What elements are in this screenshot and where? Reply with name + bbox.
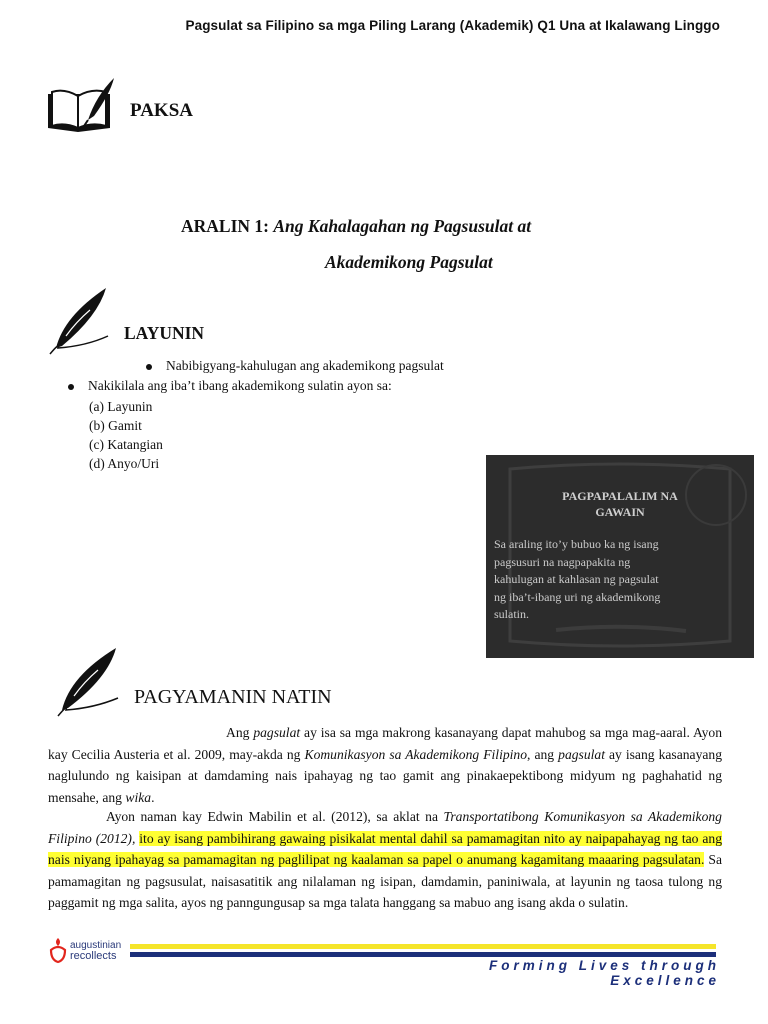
subitem: (a) Layunin [89, 399, 153, 414]
objective-text: Nabibigyang-kahulugan ang akademikong pagsulat [166, 358, 444, 373]
aralin-title-line2 [325, 252, 493, 273]
objective-item [146, 358, 444, 374]
layunin-heading: LAYUNIN [124, 323, 205, 343]
activity-text-line: pagsusuri na nagpapakita ng [494, 554, 631, 569]
text: Sa pamamagitan ng pagsusulat, naisasatitik ang nilalaman ng isipan, damdamin, paniniwala, at layunin ng taosa tulong ng paggamit ng mga salita, ayos ng panngungusap sa mga talata hanggang sa mabuo ang isang akda o sulatin. [48, 852, 722, 910]
text: . [151, 789, 155, 805]
paragraph-1 [48, 722, 722, 808]
text: Ang [226, 725, 254, 740]
activity-title [520, 488, 720, 520]
activity-text [494, 536, 704, 624]
activity-text-line: sulatin. [494, 607, 529, 621]
subitem: (d) Anyo/Uri [89, 456, 160, 471]
quill-icon [52, 646, 122, 718]
text: ay isa sa mga makrong kasanayang dapat mahubog sa mga mag-aaral. Ayon kay Cecilia Austeria et al. 2009, may-akda ng [48, 725, 722, 762]
footer-motto: Forming Lives through Excellence [489, 958, 720, 988]
text: , ang [527, 746, 559, 762]
logo-text [70, 940, 121, 962]
bullet-icon [146, 364, 152, 370]
activity-text-line: ng iba’t-ibang uri ng akademikong [494, 589, 661, 604]
aralin-label: ARALIN 1: [181, 216, 269, 236]
pagyamanin-heading: PAGYAMANIN NATIN [134, 686, 332, 708]
subitem: (c) Katangian [89, 437, 163, 452]
text-italic: pagsulat [558, 746, 605, 762]
text-italic: Transportatibong Komunikasyon sa Akademikong Filipino (2012), [48, 809, 722, 846]
paksa-heading: PAKSA [130, 100, 193, 121]
text: ay isang kasanayang naglulundo ng kaisipan at damdaming nais ipahayag ng tao gamit ang pinakaepektibong midyum ng paghahatid ng mensahe, ang [48, 746, 723, 805]
aralin-title-line1 [181, 216, 531, 237]
paragraph-2 [48, 806, 722, 914]
objective-text: Nakikilala ang iba’t ibang akademikong sulatin ayon sa: [88, 378, 392, 393]
aralin-title-2: Akademikong Pagsulat [325, 252, 493, 272]
quill-icon [46, 286, 112, 356]
augustinian-logo-icon [48, 936, 68, 964]
aralin-title-1: Ang Kahalagahan ng Pagsusulat at [273, 216, 532, 236]
book-quill-icon [44, 76, 116, 134]
logo-line: recollects [70, 950, 117, 962]
text-italic: Komunikasyon sa Akademikong Filipino [304, 746, 528, 762]
subitem: (b) Gamit [89, 418, 142, 433]
activity-title-line: PAGPAPALALIM NA [562, 489, 678, 503]
text-italic: pagsulat [253, 725, 301, 740]
activity-text-line: Sa araling ito’y bubuo ka ng isang [494, 537, 659, 551]
bullet-icon [68, 384, 74, 390]
highlighted-text: ito ay isang pambihirang gawaing pisikalat mental dahil sa pamamagitan nito ay naipapahayag ng tao ang nais niyang ipahayag sa pamamagitan ng paglilipat ng kaalaman sa papel o anumang kagamitang maaaring pagsulatan. [48, 830, 722, 867]
activity-text-line: kahulugan at kahlasan ng pagsulat [494, 572, 659, 586]
page-header: Pagsulat sa Filipino sa mga Piling Larang (Akademik) Q1 Una at Ikalawang Linggo [185, 18, 720, 33]
text-italic: wika [125, 789, 152, 805]
footer-blue-line [130, 952, 716, 957]
objective-item [68, 378, 392, 394]
text: Ayon naman kay Edwin Mabilin et al. (2012), sa aklat na [106, 809, 444, 824]
activity-title-line: GAWAIN [595, 505, 645, 519]
objective-subitems [89, 397, 163, 473]
footer-yellow-line [130, 944, 716, 949]
logo-line: augustinian [70, 940, 122, 951]
